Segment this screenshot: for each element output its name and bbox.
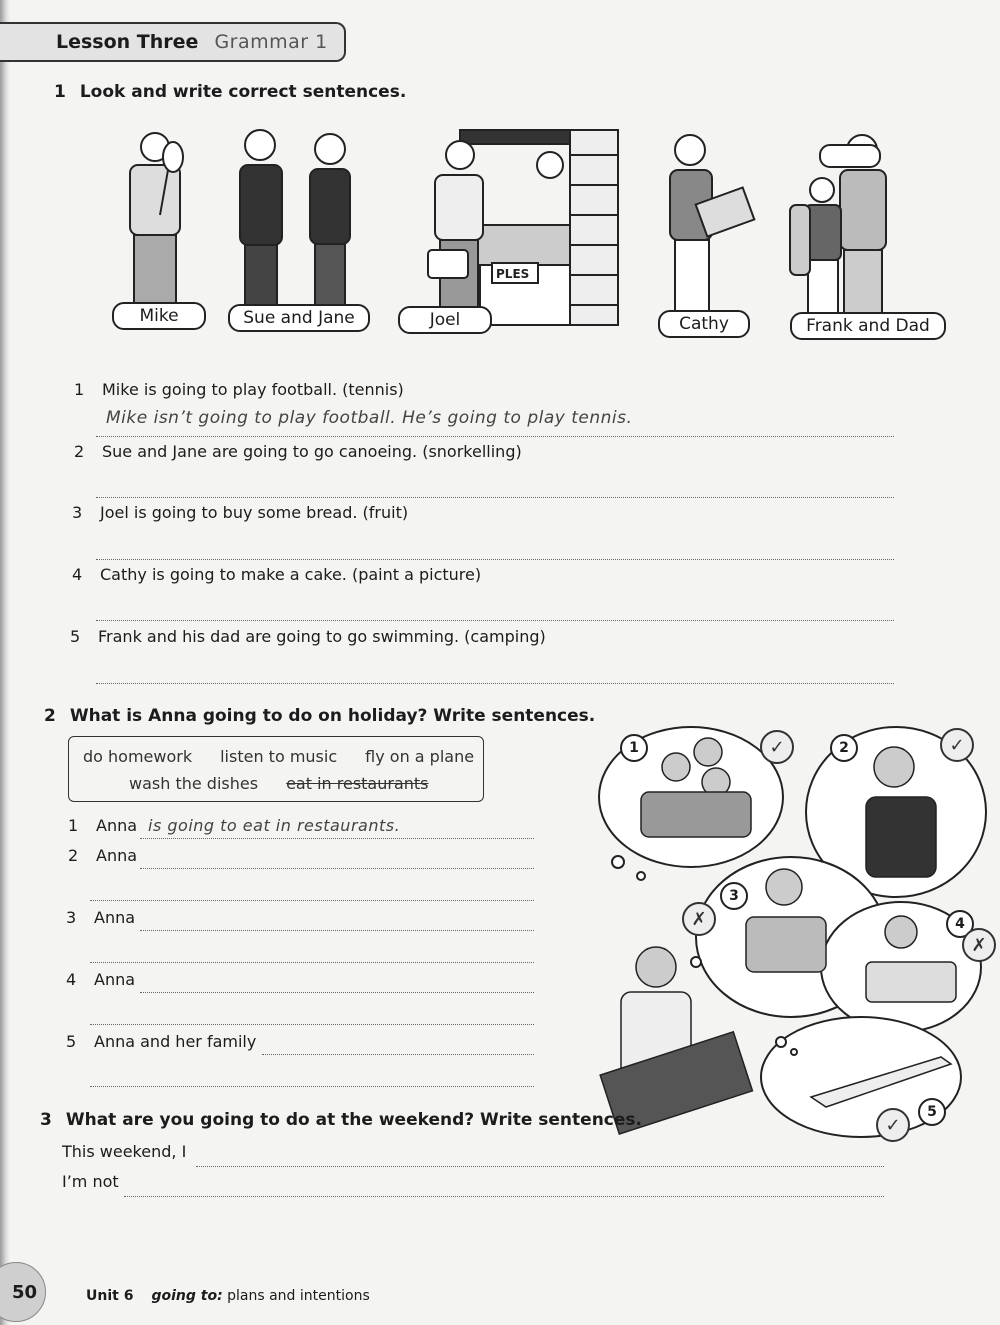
anna-holiday-illustration	[596, 712, 1000, 1142]
label-cathy: Cathy	[658, 310, 750, 338]
lesson-header-tab	[0, 22, 346, 62]
answer-line[interactable]	[96, 683, 894, 684]
exercise-3-heading	[40, 1110, 642, 1130]
footer	[86, 1288, 370, 1304]
item-prompt: Anna	[96, 816, 138, 835]
label-joel: Joel	[398, 306, 492, 334]
ex2-item	[66, 970, 135, 989]
ex1-item	[70, 627, 546, 646]
answer-line[interactable]	[140, 992, 534, 993]
picture-badge: 1	[620, 734, 648, 762]
ex3-line-1	[62, 1142, 186, 1161]
answer-line[interactable]	[124, 1196, 884, 1197]
exercise-number: 2	[44, 706, 56, 726]
label-frank-and-dad: Frank and Dad	[790, 312, 946, 340]
item-number: 5	[70, 627, 81, 646]
cross-mark-icon: ✗	[962, 928, 996, 962]
answer-line[interactable]	[140, 868, 534, 869]
footer-topic-text: plans and intentions	[227, 1288, 370, 1304]
answer-line[interactable]	[96, 497, 894, 498]
exercise-number: 3	[40, 1110, 52, 1130]
answer-line[interactable]	[90, 900, 534, 901]
item-prompt: I’m not	[62, 1172, 119, 1191]
item-prompt: Anna	[94, 970, 136, 989]
item-number: 4	[66, 970, 77, 989]
answer-line[interactable]	[140, 930, 534, 931]
answer-line[interactable]	[90, 1024, 534, 1025]
check-mark-icon: ✓	[760, 730, 794, 764]
exercise-instruction: What is Anna going to do on holiday? Write sentences.	[69, 706, 596, 726]
anna-thought-bubbles	[596, 712, 1000, 1142]
ex3-line-2	[62, 1172, 119, 1191]
exercise-number: 1	[54, 82, 66, 102]
picture-badge: 4	[946, 910, 974, 938]
exercise-1-heading	[54, 82, 406, 102]
answer-line[interactable]	[140, 838, 534, 839]
footer-topic	[151, 1288, 369, 1304]
word-box-row	[83, 747, 474, 766]
ex2-item	[66, 908, 135, 927]
item-prompt: Cathy is going to make a cake. (paint a picture)	[100, 565, 482, 584]
item-prompt: Sue and Jane are going to go canoeing. (snorkelling)	[102, 442, 522, 461]
answer-line[interactable]	[90, 1086, 534, 1087]
item-number: 3	[72, 503, 83, 522]
answer-line[interactable]	[96, 436, 894, 437]
cathy-figure	[670, 135, 754, 320]
item-prompt: Anna and her family	[94, 1032, 257, 1051]
word-option: fly on a plane	[365, 747, 475, 766]
exercise-instruction: Look and write correct sentences.	[79, 82, 407, 102]
picture-badge: 2	[830, 734, 858, 762]
exercise-instruction: What are you going to do at the weekend? Write sentences.	[65, 1110, 642, 1130]
stall-sign-text: PLES	[496, 267, 530, 281]
joel-and-market-stall	[428, 130, 618, 325]
label-mike: Mike	[112, 302, 206, 330]
answer-line[interactable]	[262, 1054, 534, 1055]
check-mark-icon: ✓	[940, 728, 974, 762]
ex1-item	[74, 380, 404, 399]
item-number: 4	[72, 565, 83, 584]
item-prompt: Joel is going to buy some bread. (fruit)	[100, 503, 409, 522]
item-prompt: This weekend, I	[62, 1142, 187, 1161]
answer-line[interactable]	[90, 962, 534, 963]
cross-mark-icon: ✗	[682, 902, 716, 936]
mike-figure	[130, 133, 183, 320]
word-box-row	[129, 774, 429, 793]
ex2-example-answer: is going to eat in restaurants.	[148, 816, 401, 835]
word-option: do homework	[83, 747, 193, 766]
check-mark-icon: ✓	[876, 1108, 910, 1142]
word-option: wash the dishes	[129, 774, 259, 793]
answer-line[interactable]	[96, 559, 894, 560]
lesson-title: Lesson Three	[56, 31, 199, 53]
word-option: listen to music	[220, 747, 338, 766]
footer-topic-keyword: going to:	[151, 1288, 223, 1304]
item-number: 2	[68, 846, 79, 865]
item-prompt: Frank and his dad are going to go swimming. (camping)	[98, 627, 546, 646]
answer-line[interactable]	[196, 1166, 884, 1167]
ex1-item	[72, 565, 481, 584]
ex1-item	[74, 442, 522, 461]
item-number: 5	[66, 1032, 77, 1051]
word-option-used: eat in restaurants	[286, 774, 429, 793]
item-number: 2	[74, 442, 85, 461]
footer-unit: Unit 6	[86, 1288, 134, 1304]
item-prompt: Anna	[96, 846, 138, 865]
word-box	[68, 736, 484, 802]
ex1-example-answer: Mike isn’t going to play football. He’s going to play tennis.	[106, 408, 633, 428]
ex2-item	[68, 816, 137, 835]
item-prompt: Mike is going to play football. (tennis)	[102, 380, 404, 399]
ex2-item	[68, 846, 137, 865]
item-number: 1	[68, 816, 79, 835]
page-binding-edge	[0, 0, 10, 1325]
section-title: Grammar 1	[214, 31, 328, 53]
sue-and-jane-figures	[240, 130, 350, 320]
answer-line[interactable]	[96, 620, 894, 621]
exercise-2-heading	[44, 706, 595, 726]
item-number: 3	[66, 908, 77, 927]
item-prompt: Anna	[94, 908, 136, 927]
label-sue-and-jane: Sue and Jane	[228, 304, 370, 332]
item-number: 1	[74, 380, 85, 399]
picture-badge: 3	[720, 882, 748, 910]
ex2-item	[66, 1032, 256, 1051]
picture-badge: 5	[918, 1098, 946, 1126]
ex1-item	[72, 503, 408, 522]
frank-and-dad-figures	[790, 135, 886, 330]
page-number: 50	[0, 1262, 46, 1322]
